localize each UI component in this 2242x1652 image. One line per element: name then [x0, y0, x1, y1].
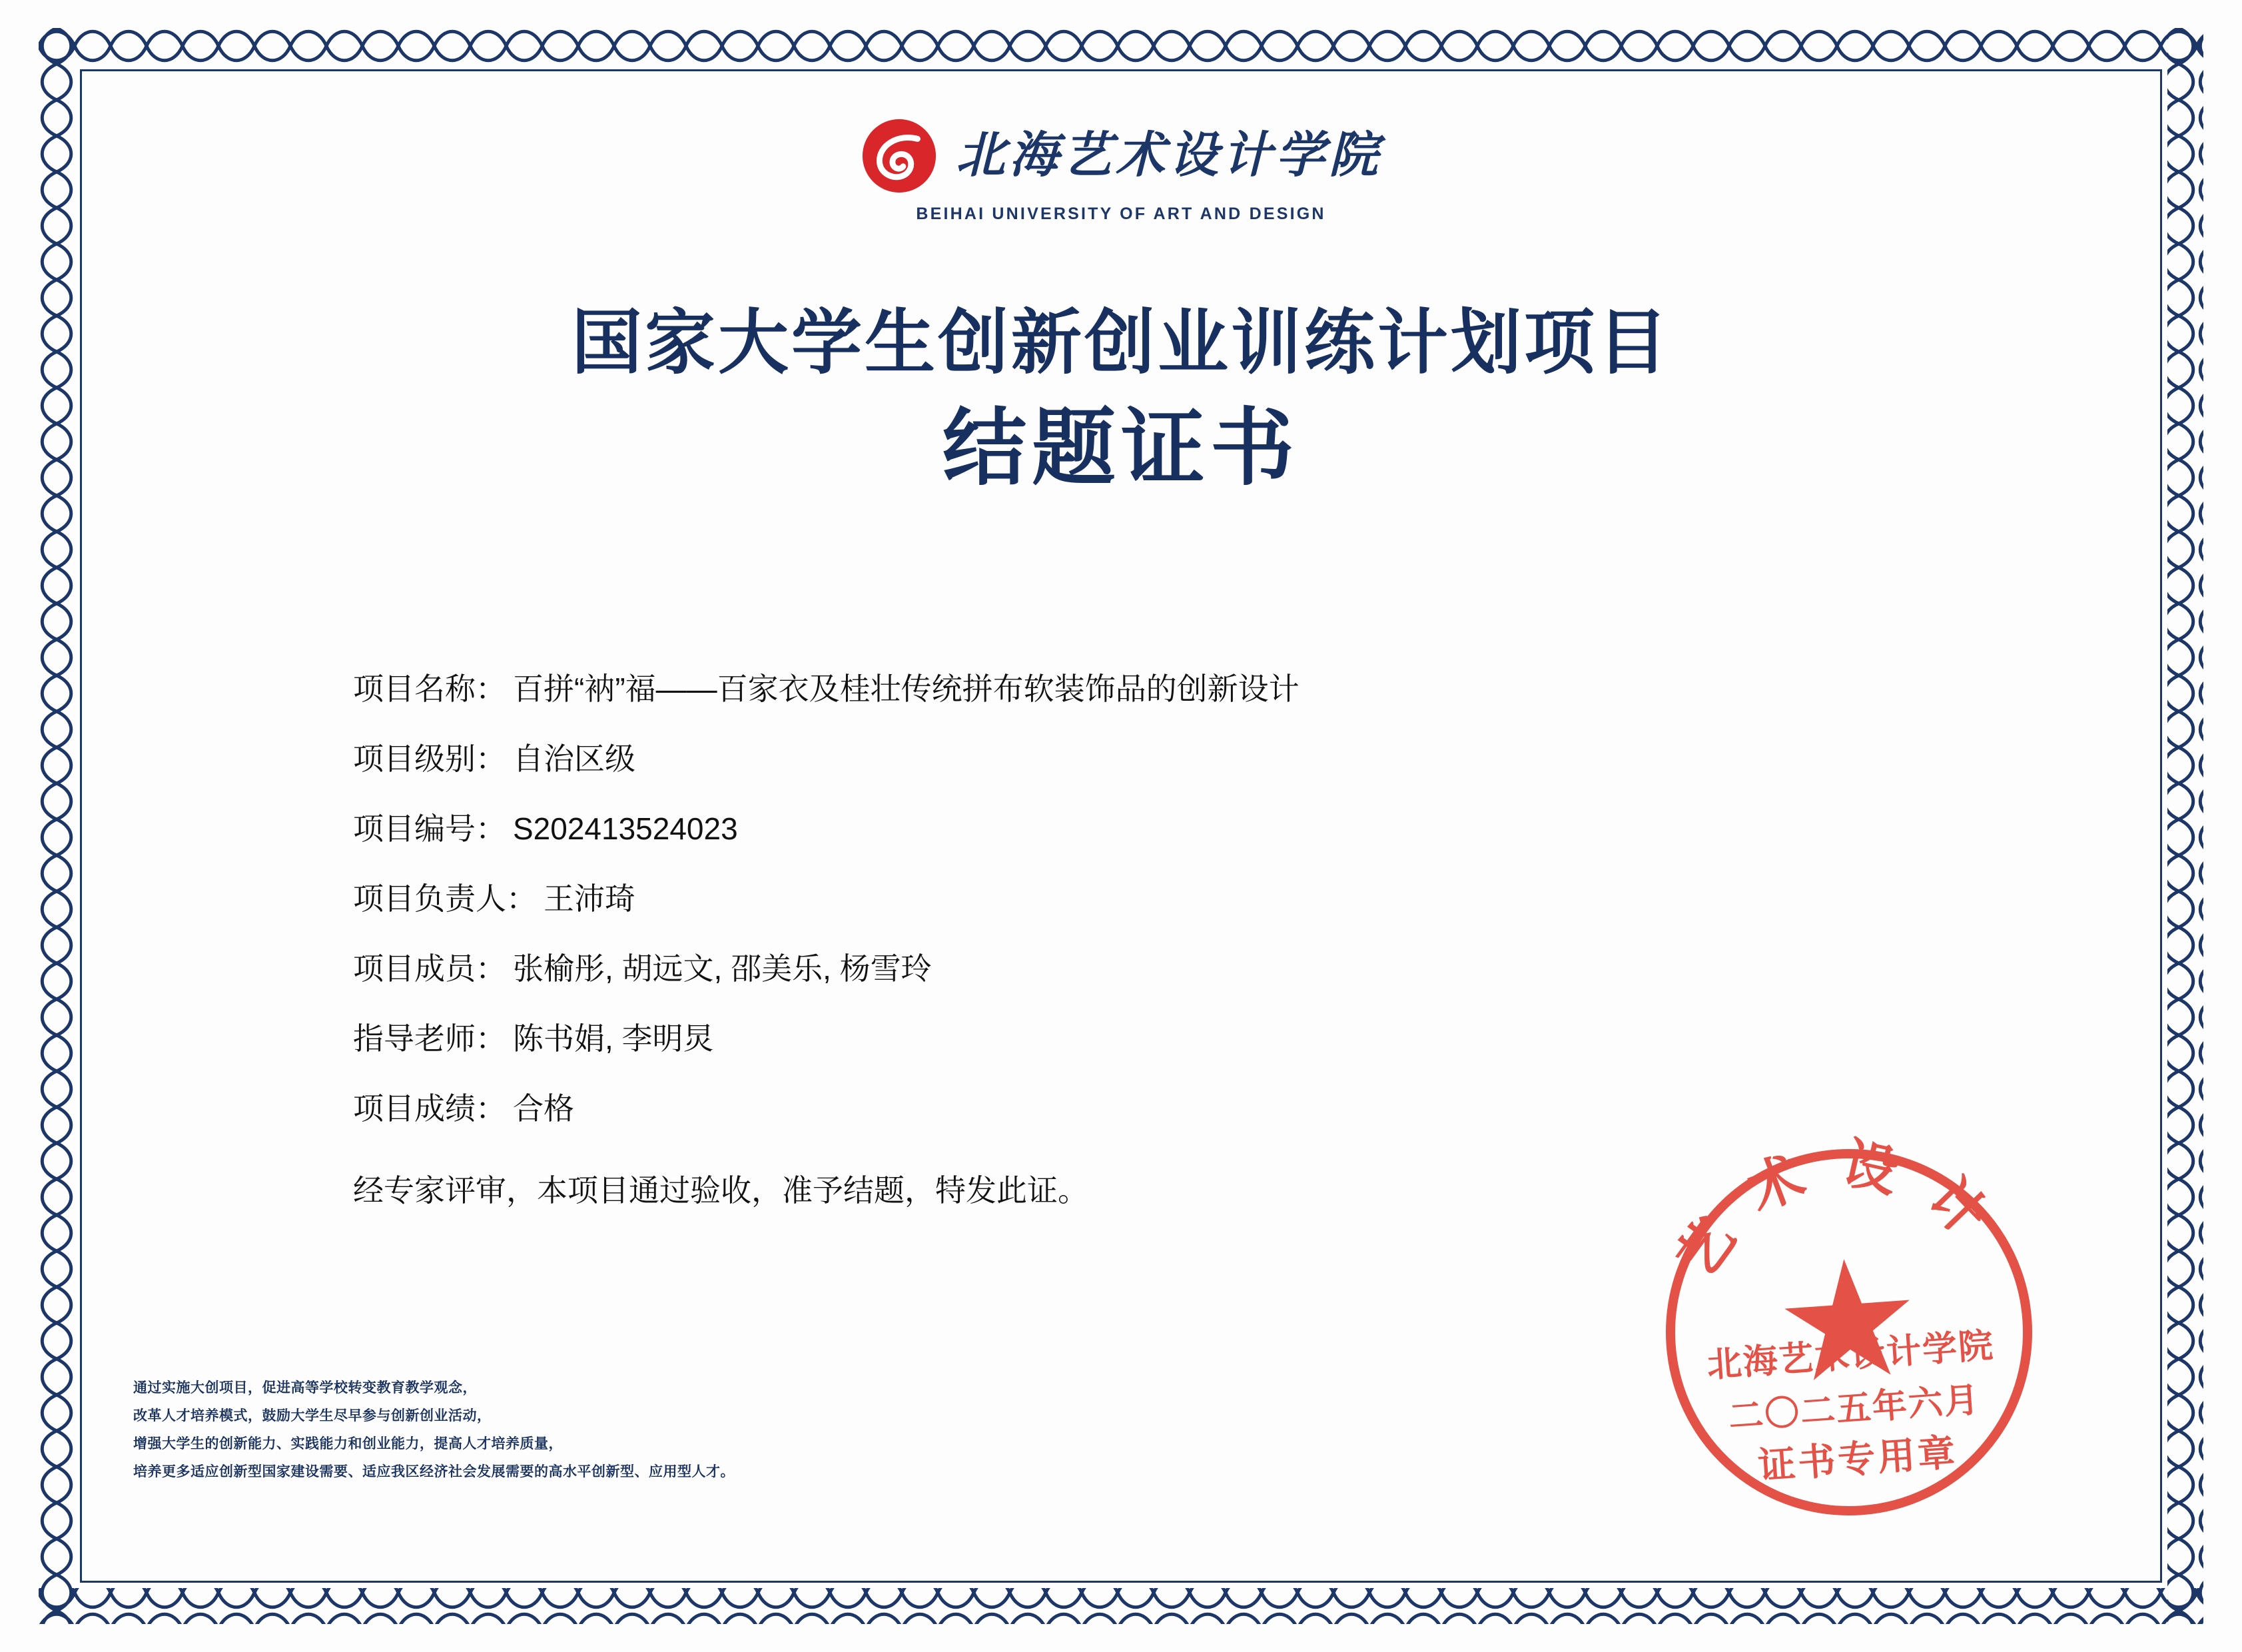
field-project-leader	[353, 876, 2075, 922]
field-value: S202413524023	[513, 811, 738, 846]
footnote-block	[133, 1374, 735, 1485]
field-label: 项目成员：	[353, 951, 506, 986]
field-project-name	[353, 666, 2075, 712]
field-project-number	[353, 806, 2075, 852]
field-label: 指导老师：	[353, 1021, 506, 1056]
field-value: 张榆彤, 胡远文, 邵美乐, 杨雪玲	[513, 951, 932, 986]
field-value: 百拼“衲”福——百家衣及桂壮传统拼布软装饰品的创新设计	[513, 671, 1300, 706]
seal-bottom-text: 证书专用章	[1756, 1432, 1960, 1487]
field-project-members	[353, 946, 2075, 992]
certificate-title	[0, 300, 2242, 504]
seal-org-text: 北海艺术设计学院	[1706, 1326, 1996, 1385]
seal-date-text: 二〇二五年六月	[1727, 1381, 1982, 1437]
title-line-2: 结题证书	[942, 402, 1300, 496]
field-label: 项目编号：	[353, 811, 506, 846]
spiral-wave-logo-icon	[860, 117, 938, 195]
field-label: 项目名称：	[353, 671, 506, 706]
field-value: 自治区级	[513, 741, 635, 776]
footnote-line-4: 培养更多适应创新型国家建设需要、适应我区经济社会发展需要的高水平创新型、应用型人才。	[133, 1463, 735, 1479]
field-grade	[353, 1086, 2075, 1132]
field-value: 合格	[513, 1091, 574, 1126]
title-line-1: 国家大学生创新创业训练计划项目	[571, 304, 1671, 382]
field-label: 项目级别：	[353, 741, 506, 776]
field-value: 陈书娟, 李明炅	[513, 1021, 714, 1056]
certificate-statement: 经专家评审，本项目通过验收，准予结题，特发此证。	[353, 1173, 1088, 1208]
footnote-line-1: 通过实施大创项目，促进高等学校转变教育教学观念，	[133, 1380, 477, 1396]
footnote-line-3: 增强大学生的创新能力、实践能力和创业能力，提高人才培养质量，	[133, 1436, 563, 1451]
seal-arc-text: 艺术设计	[1666, 1132, 2020, 1288]
svg-text:艺术设计	[1659, 1121, 2022, 1291]
certificate-fields	[353, 666, 2075, 1214]
logo-name-cn: 北海艺术设计学院	[956, 129, 1382, 183]
field-value: 王沛琦	[544, 881, 635, 916]
seal-stamp-icon	[1636, 1119, 2062, 1545]
field-label: 项目成绩：	[353, 1091, 506, 1126]
institution-logo	[0, 117, 2242, 224]
footnote-line-2: 改革人才培养模式，鼓励大学生尽早参与创新创业活动，	[133, 1408, 492, 1424]
field-advisors	[353, 1016, 2075, 1062]
field-label: 项目负责人：	[353, 881, 537, 916]
official-seal	[1636, 1119, 2062, 1545]
logo-name-en: BEIHAI UNIVERSITY OF ART AND DESIGN	[916, 205, 1326, 223]
logo-row	[860, 117, 1382, 195]
field-project-level	[353, 736, 2075, 782]
